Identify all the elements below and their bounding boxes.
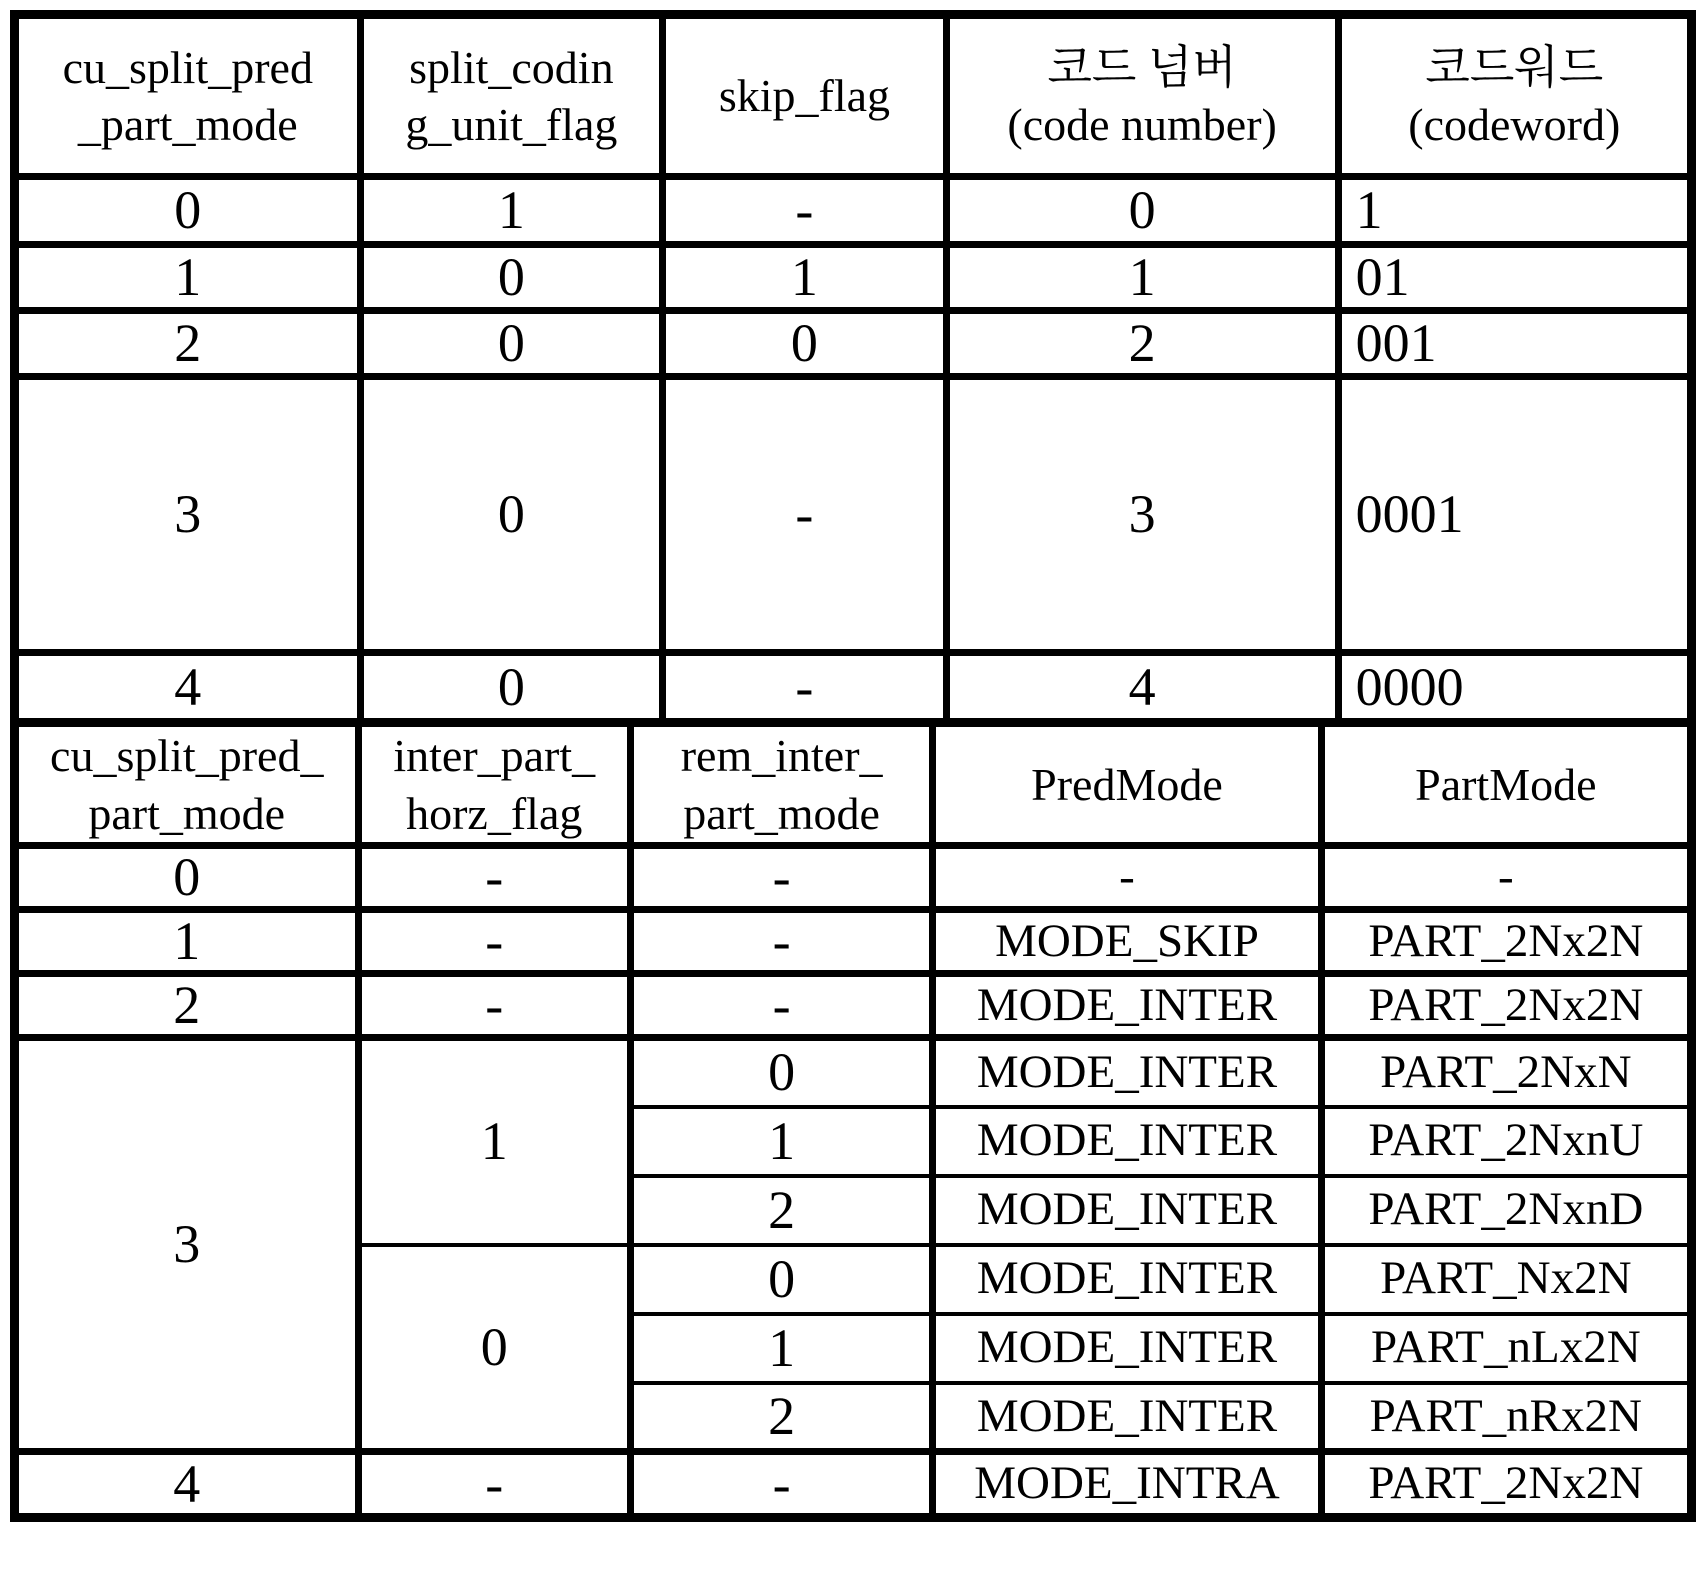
predmode-cell: MODE_SKIP [933,910,1321,974]
cell: 0 [360,311,663,377]
cell: 4 [15,1452,359,1518]
codeword-cell: 01 [1338,245,1691,311]
header-inter-part-horz-flag: inter_part_ horz_flag [358,723,631,846]
cell: - [663,177,947,245]
header-codeword: 코드워드 (codeword) [1338,15,1691,177]
cell: 0 [360,653,663,723]
cell: - [631,1452,933,1518]
table-row [15,653,1692,723]
predmode-cell: MODE_INTER [933,1176,1321,1245]
predmode-cell: MODE_INTER [933,1038,1321,1107]
table-row [15,1452,1692,1518]
table-row [15,1038,1692,1107]
cell: - [631,974,933,1038]
cell: 3 [946,377,1338,653]
partmode-cell: PART_2Nx2N [1321,1452,1691,1518]
codeword-cell: 0000 [1338,653,1691,723]
codeword-cell: 1 [1338,177,1691,245]
merged-cell-mode3: 3 [15,1038,359,1452]
header-skip-flag: skip_flag [663,15,947,177]
cell: 4 [15,653,361,723]
table-row [15,311,1692,377]
codeword-table-header-row [15,15,1692,177]
partmode-cell: PART_nLx2N [1321,1314,1691,1383]
cell: 0 [663,311,947,377]
merged-cell-horz1: 1 [358,1038,631,1245]
partmode-cell: PART_2NxnD [1321,1176,1691,1245]
merged-cell-horz0: 0 [358,1245,631,1452]
cell: - [631,846,933,910]
cell: - [358,846,631,910]
cell: 0 [946,177,1338,245]
partmode-cell: PART_Nx2N [1321,1245,1691,1314]
cell: 0 [631,1038,933,1107]
cell: 2 [631,1383,933,1452]
cell: - [358,974,631,1038]
table-row [15,245,1692,311]
partmode-cell: PART_2Nx2N [1321,910,1691,974]
cell: 1 [946,245,1338,311]
cell: 1 [631,1107,933,1176]
predmode-cell: MODE_INTER [933,1245,1321,1314]
cell: 2 [15,311,361,377]
predmode-cell: - [933,846,1321,910]
cell: 1 [360,177,663,245]
codeword-table [10,10,1696,727]
header-code-number: 코드 넘버 (code number) [946,15,1338,177]
cell: 4 [946,653,1338,723]
predmode-cell: MODE_INTER [933,1314,1321,1383]
cell: 1 [15,910,359,974]
cell: 2 [946,311,1338,377]
codeword-cell: 0001 [1338,377,1691,653]
cell: - [663,377,947,653]
partmode-cell: PART_2NxN [1321,1038,1691,1107]
predmode-cell: MODE_INTRA [933,1452,1321,1518]
partmode-cell: PART_2NxnU [1321,1107,1691,1176]
partmode-cell: PART_nRx2N [1321,1383,1691,1452]
cell: - [358,910,631,974]
cell: 0 [15,177,361,245]
cell: - [663,653,947,723]
cell: 0 [360,377,663,653]
table-row [15,177,1692,245]
cell: 1 [663,245,947,311]
partmode-cell: PART_2Nx2N [1321,974,1691,1038]
table-row [15,974,1692,1038]
table-row [15,910,1692,974]
table-row [15,846,1692,910]
cell: - [358,1452,631,1518]
predmode-partmode-table [10,718,1696,1522]
cell: 1 [631,1314,933,1383]
predmode-table-header-row [15,723,1692,846]
codeword-cell: 001 [1338,311,1691,377]
predmode-cell: MODE_INTER [933,1383,1321,1452]
header-cu-split-pred-part-mode: cu_split_pred_ part_mode [15,723,359,846]
cell: - [631,910,933,974]
cell: 0 [360,245,663,311]
predmode-cell: MODE_INTER [933,1107,1321,1176]
header-predmode: PredMode [933,723,1321,846]
cell: 0 [631,1245,933,1314]
cell: 0 [15,846,359,910]
header-partmode: PartMode [1321,723,1691,846]
header-rem-inter-part-mode: rem_inter_ part_mode [631,723,933,846]
header-split-coding-unit-flag: split_codin g_unit_flag [360,15,663,177]
partmode-cell: - [1321,846,1691,910]
cell: 3 [15,377,361,653]
predmode-cell: MODE_INTER [933,974,1321,1038]
cell: 2 [631,1176,933,1245]
table-row [15,377,1692,653]
cell: 1 [15,245,361,311]
cell: 2 [15,974,359,1038]
header-cu-split-pred-part-mode: cu_split_pred _part_mode [15,15,361,177]
